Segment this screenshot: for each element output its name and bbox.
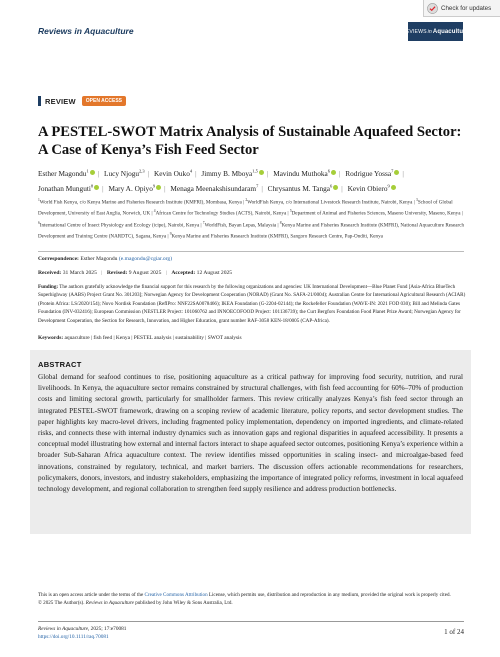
affil-sup: 1 bbox=[38, 198, 40, 202]
funding-text: The authors gratefully acknowledge the financial support for this research by the following organizations and agencies: UK International Development—Blue Planet Fund [Asia-Africa BlueTech Superhighway (AABS) Project Grant No. 301203]; Norwegian Agency for Development Cooperation (NORAD) (Grant No. SAFA-21/0004); Australian Centre for International Agricultural Research (ACIAR) (Protein Africa: LS/2020/154); Novo Nordisk Foundation (RefIPro: NNF22SA0078466); IKEA Foundation (G-2204-02144); the Rockefeller Foundation (WAVE-IN: 2021 FOD 030); Bill and Melinda Gates Foundation (INV-032416); European Commission (NESTLER Project: 101060762 and INNOECOFOOD Project: 101136739); the Curt Bergfors Foundation Food Planet Prize Award; Norwegian Agency for Development Cooperation, the Section for Research, Innovation, and Higher Education, grant number RAF-3058 KEN-18/0005 (CAP-Africa). bbox=[38, 284, 466, 324]
received-date: 31 March 2025 bbox=[62, 270, 97, 276]
author-affil-sup: 9 bbox=[387, 183, 390, 189]
orcid-icon[interactable] bbox=[259, 170, 264, 175]
logo-part-aquaculture: Aquaculture bbox=[432, 28, 469, 35]
orcid-icon[interactable] bbox=[156, 185, 161, 190]
affil-sup: 6 bbox=[38, 220, 40, 225]
license-text-post: License, which permits use, distribution and reproduction in any medium, provided the original work is properly cited. bbox=[208, 592, 451, 598]
keywords bbox=[38, 335, 242, 341]
orcid-icon[interactable] bbox=[94, 185, 99, 190]
author[interactable] bbox=[170, 184, 258, 193]
orcid-icon[interactable] bbox=[394, 170, 399, 175]
article-type-marker bbox=[38, 96, 41, 106]
author-name: Chrysantus M. Tanga bbox=[267, 183, 331, 193]
author[interactable] bbox=[38, 169, 95, 178]
copyright-journal: Reviews in Aquaculture bbox=[85, 600, 134, 607]
correspondence bbox=[38, 256, 172, 262]
affiliation: International Centre of Insect Physiology and Ecology (icipe), Nairobi, Kenya | bbox=[39, 222, 202, 229]
abstract-heading: ABSTRACT bbox=[38, 360, 82, 369]
author-name: Menaga Meenakshisundaram bbox=[170, 183, 257, 193]
author-name: Mavindu Muthoka bbox=[273, 169, 328, 179]
affil-sup: 5 bbox=[289, 209, 292, 214]
affiliation: Department of Animal and Fisheries Sciences, Maseno University, Maseno, Kenya | bbox=[291, 210, 463, 217]
affiliation: School of Global Development, University of East Anglia, Norwich, UK | bbox=[38, 199, 453, 217]
page-number: 1 of 24 bbox=[444, 628, 464, 636]
copyright-pre: © 2025 The Author(s). bbox=[38, 600, 85, 607]
orcid-icon[interactable] bbox=[331, 170, 336, 175]
open-access-badge: OPEN ACCESS bbox=[82, 96, 126, 106]
author-affil-sup: 1,5 bbox=[252, 169, 258, 174]
affiliation: African Centre for Technology Studies (ACTS), Nairobi, Kenya | bbox=[155, 210, 289, 217]
correspondence-email-link[interactable]: (e.magondu@cgiar.org) bbox=[118, 256, 173, 262]
orcid-icon[interactable] bbox=[333, 185, 338, 190]
author-affil-sup: 6 bbox=[327, 169, 330, 174]
footer-citation bbox=[38, 626, 126, 642]
author[interactable] bbox=[348, 184, 396, 193]
crossmark-icon bbox=[427, 3, 438, 14]
accepted-label: Accepted: bbox=[171, 270, 196, 276]
journal-name-header: Reviews in Aquaculture bbox=[38, 26, 134, 36]
article-title: A PESTEL-SWOT Matrix Analysis of Sustainable Aquafeed Sector: A Case of Kenya’s Fish Feed Sector bbox=[38, 124, 462, 158]
affil-sup: 9 bbox=[169, 231, 172, 236]
affil-sup: 2 bbox=[245, 198, 248, 202]
author-list: Esther Magondu$^1$ | Lucy Njogu$^{2,3}$ | Kevin Ouko$^4$ | Jimmy B. Mboya$^{1,5}$ | Mavindu Muthoka$^6$ | Rodrigue Yossa$^7$ | Jonathan Munguti$^8$ | Mary A. Opiyo$^9$ | Menaga Meenakshisundaram$^7$ | Chrysantus M. Tanga$^6$ | Kevin Obiero$^9$ bbox=[38, 169, 404, 193]
author[interactable] bbox=[201, 169, 264, 178]
correspondence-label: Correspondence: bbox=[38, 256, 79, 262]
correspondence-name: Esther Magondu bbox=[80, 256, 118, 262]
logo-part-in: in bbox=[427, 28, 432, 35]
author-name: Kevin Ouko bbox=[153, 169, 190, 179]
footer-volume: 2025; 17:e70081 bbox=[90, 626, 127, 632]
author[interactable] bbox=[108, 184, 161, 193]
author-affil-sup: 6 bbox=[330, 183, 333, 189]
accepted-date: 12 August 2025 bbox=[196, 270, 233, 276]
logo-part-reviews: REVIEWS bbox=[402, 28, 427, 35]
author[interactable] bbox=[104, 169, 145, 178]
revised-date: 9 August 2025 bbox=[128, 270, 162, 276]
abstract-text: Global demand for seafood continues to rise, positioning aquaculture as a critical pathway for improving food security, nutrition, and rural livelihoods. In Kenya, the aquaculture sector remains constrained by structural challenges, with fish feed accounting for 60%–70% of production costs and limiting sectoral growth, particularly for smallholder farmers. This review critically analyzes Kenya’s fish feed sector through an integrated PESTEL-SWOT framework, drawing on a scoping review of academic literature, policy reports, and sector development studies. The paper highlights key macro-level drivers, including fragmented policy implementation, dependency on imported ingredients, and climate-related risks, and connects these with internal industry dynamics such as innovation gaps and regional disparities in aquafeed accessibility. It presents a conceptual model illustrating how external and internal factors interact to shape aquafeed sector outcomes, positioning Kenya’s experience within a broader Sub-Saharan Africa aquaculture context. The review identifies missed opportunities in scaling insect- and microalgae-based feed innovations, constrained by regulatory, technical, and market barriers. The discussion offers actionable recommendations for researchers, policymakers, donors, investors, and industry stakeholders, emphasizing the importance of integrated policy reforms, investment in local aquafeed technology development, and regional collaboration to strengthen feed supply resilience and address production bottlenecks. bbox=[38, 373, 463, 494]
affiliation: Kenya Marine and Fisheries Research Institute (KMFRI), National Aquaculture Research Development and Training Centre (NARDTC), Sagana, Kenya | bbox=[38, 222, 465, 240]
author[interactable] bbox=[268, 184, 339, 193]
author-affil-sup: 9 bbox=[152, 183, 156, 189]
keywords-label: Keywords: bbox=[38, 335, 64, 341]
author[interactable] bbox=[273, 169, 336, 178]
revised-label: Revised: bbox=[106, 270, 128, 276]
affiliation: WorldFish, Bayan Lepas, Malaysia | bbox=[204, 222, 279, 229]
author[interactable] bbox=[345, 169, 399, 178]
author[interactable] bbox=[38, 184, 99, 193]
author-affil-sup: 8 bbox=[90, 183, 94, 189]
author-name: Jimmy B. Mboya bbox=[201, 169, 253, 179]
article-type-row bbox=[38, 96, 126, 106]
author-affil-sup: 7 bbox=[256, 183, 259, 189]
footer-journal: Reviews in Aquaculture, bbox=[38, 626, 90, 632]
footer-divider bbox=[38, 621, 464, 622]
divider bbox=[38, 251, 464, 252]
article-type-label: REVIEW bbox=[45, 96, 76, 106]
funding-label: Funding: bbox=[38, 284, 59, 290]
license-notice bbox=[38, 591, 466, 607]
author[interactable] bbox=[154, 169, 192, 178]
orcid-icon[interactable] bbox=[391, 185, 396, 190]
check-for-updates-button[interactable] bbox=[423, 0, 500, 17]
keywords-text: aquaculture | fish feed | Kenya | PESTEL analysis | sustainability | SWOT analysis bbox=[64, 335, 242, 341]
author-affil-sup: 4 bbox=[189, 169, 193, 174]
author-name: Jonathan Munguti bbox=[38, 183, 91, 193]
journal-logo bbox=[402, 22, 469, 41]
affiliation: WorldFish Kenya, c/o International Livestock Research Institute, Nairobi, Kenya | bbox=[247, 199, 415, 206]
affil-sup: 3 bbox=[416, 198, 418, 202]
author-name: Mary A. Opiyo bbox=[108, 183, 153, 193]
abstract-box bbox=[30, 350, 471, 534]
affil-sup: 8 bbox=[279, 220, 282, 225]
article-dates: Received: 31 March 2025 | Revised: 9 August 2025 | Accepted: 12 August 2025 bbox=[38, 270, 233, 276]
affil-sup: 4 bbox=[153, 209, 156, 214]
license-text-pre: This is an open access article under the terms of the bbox=[38, 592, 144, 598]
funding-statement bbox=[38, 283, 466, 325]
author-name: Kevin Obiero bbox=[347, 183, 388, 193]
affiliation: Kenya Marine and Fisheries Research Institute (KMFRI), Sangoro Research Centre, Pap-Onditi, Kenya bbox=[171, 233, 383, 240]
author-name: Esther Magondu bbox=[38, 169, 87, 179]
affil-sup: 7 bbox=[202, 220, 205, 225]
orcid-icon[interactable] bbox=[90, 170, 95, 175]
affiliation: World Fish Kenya, c/o Kenya Marine and Fisheries Research Institute (KMFRI), Mombasa, Kenya | bbox=[39, 199, 245, 206]
author-affil-sup: 2,3 bbox=[139, 169, 145, 174]
cc-attribution-link[interactable]: Creative Commons Attribution bbox=[144, 592, 208, 598]
received-label: Received: bbox=[38, 270, 62, 276]
affiliations bbox=[38, 196, 468, 241]
check-for-updates-label: Check for updates bbox=[441, 4, 492, 12]
copyright-post: published by John Wiley & Sons Australia, Ltd. bbox=[135, 600, 233, 607]
author-name: Lucy Njogu bbox=[103, 169, 140, 179]
author-affil-sup: 1 bbox=[86, 169, 89, 174]
author-name: Rodrigue Yossa bbox=[345, 169, 392, 179]
author-affil-sup: 7 bbox=[391, 169, 394, 174]
doi-link[interactable]: https://doi.org/10.1111/raq.70081 bbox=[38, 633, 109, 640]
